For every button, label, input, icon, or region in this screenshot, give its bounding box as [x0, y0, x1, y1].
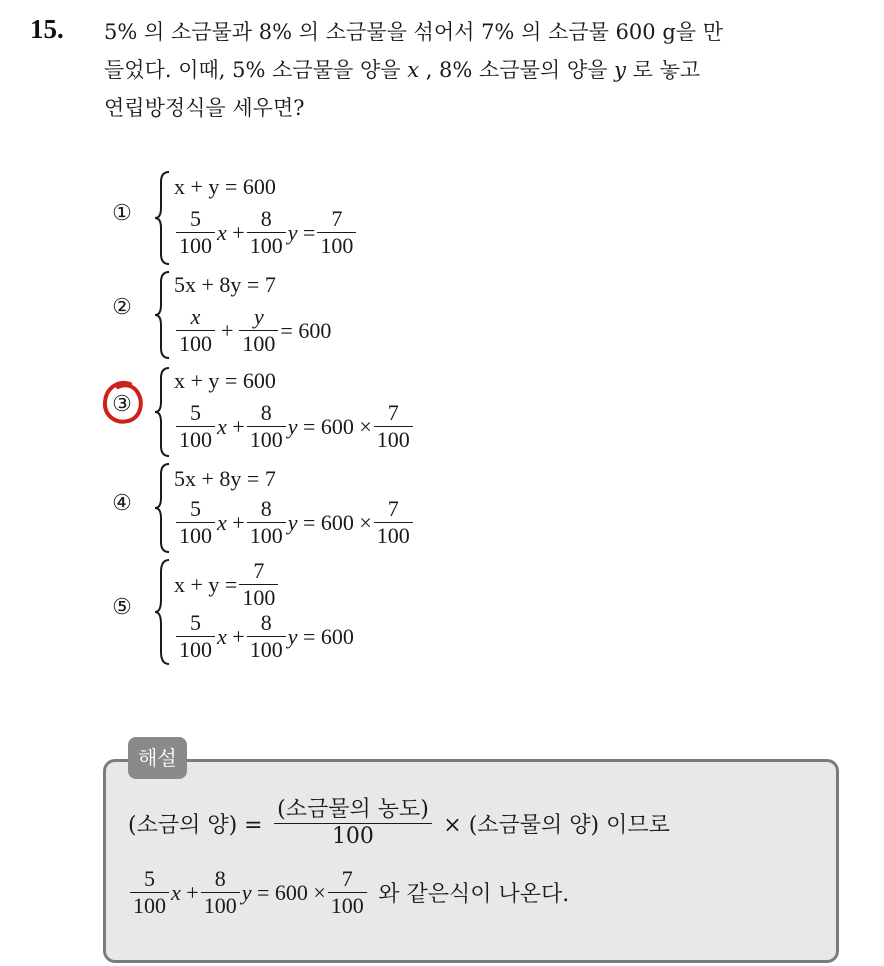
choice-4[interactable] — [108, 462, 608, 556]
explanation-line-2: $\frac{5}{100}$ x + $\frac{8}{100}$ y = 600 × $\frac{7}{100}$ 와 같은식이 나온다. — [128, 866, 569, 919]
choice-3[interactable] — [108, 366, 608, 460]
equation-2: $\frac{5}{100}$ x + $\frac{8}{100}$ y = $\frac{7}{100}$ — [174, 206, 358, 259]
equation-2: $\frac{x}{100}$ + $\frac{y}{100}$ = 600 — [174, 304, 331, 357]
choice-label: ① — [112, 201, 132, 226]
question-text — [104, 13, 874, 127]
question-line-2: 들었다. 이때, 5% 소금물을 양을 x , 8% 소금물의 양을 y 로 놓고 — [104, 58, 701, 82]
question-number: 15. — [30, 14, 64, 44]
answer-mark-circle-icon — [100, 378, 148, 428]
choice-label: ② — [112, 295, 132, 320]
choice-1[interactable] — [108, 170, 608, 268]
equation-2: $\frac{5}{100}$ x + $\frac{8}{100}$ y = 600 × $\frac{7}{100}$ — [174, 400, 415, 453]
choice-label: ④ — [112, 491, 132, 516]
equation-1: x + y = 600 — [174, 174, 276, 199]
left-brace-icon — [152, 558, 172, 666]
left-brace-icon — [152, 462, 172, 554]
left-brace-icon — [152, 270, 172, 360]
explanation-tab: 해설 — [128, 737, 187, 779]
choice-5[interactable] — [108, 558, 608, 668]
equation-2: $\frac{5}{100}$ x + $\frac{8}{100}$ y = 600 × $\frac{7}{100}$ — [174, 496, 415, 549]
question-line-3: 연립방정식을 세우면? — [104, 96, 305, 120]
equation-2: $\frac{5}{100}$ x + $\frac{8}{100}$ y = 600 — [174, 610, 354, 663]
explanation-box — [103, 759, 839, 963]
equation-1: x + y = 600 — [174, 368, 276, 393]
equation-1: x + y = $\frac{7}{100}$ — [174, 558, 280, 611]
explanation-line-1: (소금의 양) = $\frac{\text{(소금물의 농도)}}{100}$ × (소금물의 양) 이므로 — [128, 797, 670, 849]
left-brace-icon — [152, 366, 172, 458]
question-line-1: 5% 의 소금물과 8% 의 소금물을 섞어서 7% 의 소금물 600 g을 만 — [104, 20, 724, 44]
choice-label: ⑤ — [112, 595, 132, 620]
equation-1: 5x + 8y = 7 — [174, 466, 276, 491]
left-brace-icon — [152, 170, 172, 266]
equation-1: 5x + 8y = 7 — [174, 272, 276, 297]
choice-2[interactable] — [108, 270, 608, 362]
choice-label: ③ — [112, 392, 132, 417]
